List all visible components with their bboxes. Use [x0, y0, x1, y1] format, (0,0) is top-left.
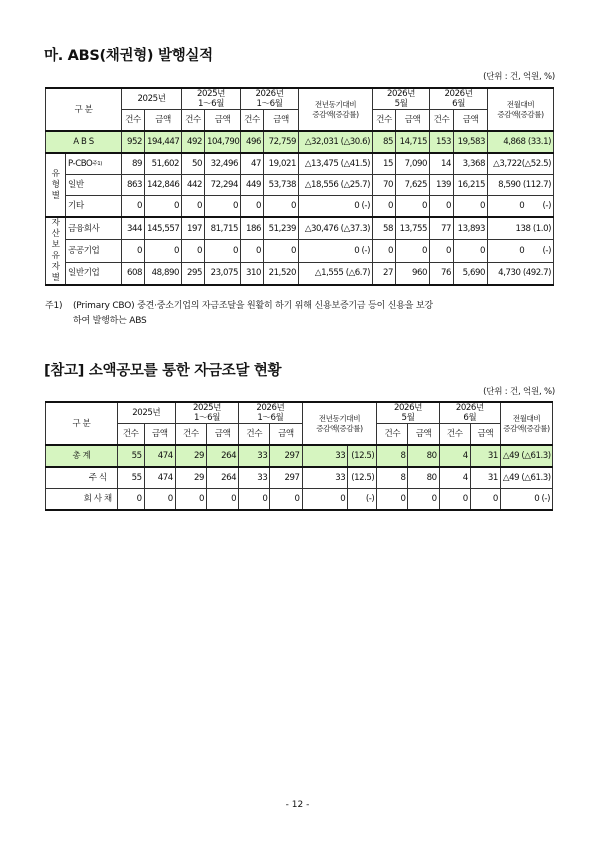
cell: 608	[122, 262, 145, 285]
row-label: 회 사 채	[79, 489, 117, 511]
cell: 31	[470, 467, 500, 489]
yoy-header: 전년동기대비 증감액(증감률)	[302, 402, 377, 445]
cell: 0 (-)	[488, 240, 554, 262]
cell: 0	[270, 489, 302, 511]
abs-table	[45, 87, 554, 286]
cell: 23,075	[205, 262, 241, 285]
period-2026h1-header: 2026년 1～6월	[239, 402, 302, 424]
page-number: - 12 -	[285, 800, 310, 810]
count-header: 건수	[241, 110, 264, 132]
cell: 16,215	[454, 175, 488, 196]
cell: (-)	[348, 489, 377, 511]
cell: △49 (△61.3)	[500, 467, 552, 489]
cell: 0	[408, 489, 439, 511]
cell: 33	[302, 467, 348, 489]
cell: 7,090	[396, 153, 430, 175]
category-header: 구 분	[46, 88, 122, 131]
group-label-type: 유 형 별	[46, 153, 66, 217]
footnote-line-2: 하여 발행하는 ABS	[73, 316, 147, 326]
cell: 76	[430, 262, 454, 285]
cell: 47	[241, 153, 264, 175]
mom-header: 전월대비 증감액(증감률)	[488, 88, 554, 131]
cell: 0	[264, 240, 299, 262]
section2-heading: [참고] 소액공모를 통한 자금조달 현황	[44, 363, 282, 379]
cell: 297	[270, 445, 302, 467]
cell: △49 (△61.3)	[500, 445, 552, 467]
footnote-line-1: 주1) (Primary CBO) 중견·중소기업의 자금조달을 원활히 하기 위해 신용보증기금 등이 신용을 보강	[45, 301, 433, 311]
period-2025-header: 2025년	[122, 88, 182, 110]
cell: 0	[454, 240, 488, 262]
header-row-2	[46, 424, 553, 446]
period-2026-may-header: 2026년 5월	[373, 88, 430, 110]
cell: 0	[264, 196, 299, 218]
section1-unit: (단위 : 건, 억원, %)	[483, 72, 555, 82]
table-row	[46, 240, 554, 262]
cell: 21,520	[264, 262, 299, 285]
cell: 53,738	[264, 175, 299, 196]
row-label: 주 식	[79, 467, 117, 489]
cell: 51,239	[264, 217, 299, 240]
cell: 344	[122, 217, 145, 240]
amount-header: 금액	[206, 424, 238, 446]
cell: △32,031 (△30.6)	[299, 131, 373, 153]
cell: 0	[182, 196, 205, 218]
header-row-1	[46, 402, 553, 424]
cell: 492	[182, 131, 205, 153]
cell: 0	[145, 240, 182, 262]
cell: 0	[206, 489, 238, 511]
cell: 80	[408, 467, 439, 489]
table-row	[46, 445, 553, 467]
cell: 264	[206, 445, 238, 467]
cell: 13,755	[396, 217, 430, 240]
amount-header: 금액	[408, 424, 439, 446]
cell: 31	[470, 445, 500, 467]
cell: 0	[239, 489, 270, 511]
cell: 0	[144, 489, 175, 511]
cell: 4	[439, 445, 470, 467]
cell: 0	[430, 196, 454, 218]
cell: 138 (1.0)	[488, 217, 554, 240]
table-row	[46, 217, 554, 240]
cell: 442	[182, 175, 205, 196]
row-label: 금융회사	[66, 217, 122, 240]
row-label: $P-CBO^{주1)}$	[66, 153, 122, 175]
table-row	[46, 196, 554, 218]
cell: 0 (-)	[299, 196, 373, 218]
cell: 19,583	[454, 131, 488, 153]
spacer-cell	[46, 467, 79, 489]
section2-unit: (단위 : 건, 억원, %)	[483, 387, 555, 397]
header-row-1	[46, 88, 554, 110]
table-row	[46, 131, 554, 153]
count-header: 건수	[175, 424, 206, 446]
cell: 80	[408, 445, 439, 467]
cell: 85	[373, 131, 396, 153]
cell: 70	[373, 175, 396, 196]
period-2026-jun-header: 2026년 6월	[430, 88, 488, 110]
cell: 29	[175, 467, 206, 489]
row-label: 일반기업	[66, 262, 122, 285]
cell: 29	[175, 445, 206, 467]
cell: 14	[430, 153, 454, 175]
cell: 960	[396, 262, 430, 285]
count-header: 건수	[373, 110, 396, 132]
row-label: A B S	[46, 131, 122, 153]
period-2025h1-header: 2025년 1～6월	[175, 402, 238, 424]
cell: 153	[430, 131, 454, 153]
cell: 0	[396, 196, 430, 218]
amount-header: 금액	[470, 424, 500, 446]
table-row	[46, 262, 554, 285]
cell: 295	[182, 262, 205, 285]
cell: △1,555 (△6.7)	[299, 262, 373, 285]
count-header: 건수	[117, 424, 144, 446]
count-header: 건수	[377, 424, 408, 446]
cell: 5,690	[454, 262, 488, 285]
cell: 145,557	[145, 217, 182, 240]
cell: 0	[205, 240, 241, 262]
cell: 0	[241, 240, 264, 262]
amount-header: 금액	[205, 110, 241, 132]
cell: 8	[377, 445, 408, 467]
cell: 0	[373, 240, 396, 262]
count-header: 건수	[239, 424, 270, 446]
cell: 0	[122, 240, 145, 262]
section1-heading: 마. ABS(채권형) 발행실적	[44, 48, 213, 64]
cell: 89	[122, 153, 145, 175]
cell: 0	[470, 489, 500, 511]
small-offering-table	[45, 401, 553, 511]
cell: 55	[117, 445, 144, 467]
cell: 0	[454, 196, 488, 218]
cell: 496	[241, 131, 264, 153]
cell: △13,475 (△41.5)	[299, 153, 373, 175]
cell: 0	[241, 196, 264, 218]
amount-header: 금액	[454, 110, 488, 132]
row-label: 일반	[66, 175, 122, 196]
cell: 13,893	[454, 217, 488, 240]
cell: △30,476 (△37.3)	[299, 217, 373, 240]
cell: 0	[430, 240, 454, 262]
cell: 142,846	[145, 175, 182, 196]
cell: 0	[439, 489, 470, 511]
cell: 55	[117, 467, 144, 489]
row-label: 공공기업	[66, 240, 122, 262]
cell: 3,368	[454, 153, 488, 175]
table-row	[46, 467, 553, 489]
count-header: 건수	[122, 110, 145, 132]
cell: 449	[241, 175, 264, 196]
amount-header: 금액	[144, 424, 175, 446]
cell: 32,496	[205, 153, 241, 175]
cell: 8,590 (112.7)	[488, 175, 554, 196]
cell: 194,447	[145, 131, 182, 153]
cell: 8	[377, 467, 408, 489]
cell: 0	[302, 489, 348, 511]
cell: 4,868 (33.1)	[488, 131, 554, 153]
cell: 58	[373, 217, 396, 240]
cell: 72,294	[205, 175, 241, 196]
cell: △18,556 (△25.7)	[299, 175, 373, 196]
period-2026h1-header: 2026년 1～6월	[241, 88, 299, 110]
cell: 0	[396, 240, 430, 262]
cell: 0	[175, 489, 206, 511]
amount-header: 금액	[264, 110, 299, 132]
cell: 15	[373, 153, 396, 175]
count-header: 건수	[430, 110, 454, 132]
cell: 4	[439, 467, 470, 489]
amount-header: 금액	[145, 110, 182, 132]
cell: 14,715	[396, 131, 430, 153]
cell: (12.5)	[348, 467, 377, 489]
table-row	[46, 489, 553, 511]
cell: 4,730 (492.7)	[488, 262, 554, 285]
row-label: 총 계	[46, 445, 118, 467]
cell: 0	[122, 196, 145, 218]
cell: 863	[122, 175, 145, 196]
cell: 0	[117, 489, 144, 511]
cell: 197	[182, 217, 205, 240]
cell: 0	[377, 489, 408, 511]
group-label-holder: 자 산 보 유 자 별	[46, 217, 66, 285]
category-header: 구 분	[46, 402, 118, 445]
cell: 51,602	[145, 153, 182, 175]
count-header: 건수	[182, 110, 205, 132]
period-2026-jun-header: 2026년 6월	[439, 402, 500, 424]
cell: 0	[205, 196, 241, 218]
row-label: 기타	[66, 196, 122, 218]
period-2025h1-header: 2025년 1～6월	[182, 88, 241, 110]
cell: 0	[145, 196, 182, 218]
footnote	[45, 299, 555, 329]
cell: 50	[182, 153, 205, 175]
cell: 33	[302, 445, 348, 467]
table-row	[46, 153, 554, 175]
cell: 7,625	[396, 175, 430, 196]
amount-header: 금액	[396, 110, 430, 132]
period-2026-may-header: 2026년 5월	[377, 402, 439, 424]
cell: 48,890	[145, 262, 182, 285]
cell: (12.5)	[348, 445, 377, 467]
cell: 77	[430, 217, 454, 240]
cell: 27	[373, 262, 396, 285]
spacer-cell	[46, 489, 79, 511]
cell: 19,021	[264, 153, 299, 175]
cell: △3,722(△52.5)	[488, 153, 554, 175]
cell: 310	[241, 262, 264, 285]
cell: 33	[239, 445, 270, 467]
period-2025-header: 2025년	[117, 402, 175, 424]
cell: 0	[373, 196, 396, 218]
cell: 104,790	[205, 131, 241, 153]
count-header: 건수	[439, 424, 470, 446]
cell: 33	[239, 467, 270, 489]
yoy-header: 전년동기대비 증감액(증감률)	[299, 88, 373, 131]
cell: 139	[430, 175, 454, 196]
cell: 0	[182, 240, 205, 262]
cell: 186	[241, 217, 264, 240]
cell: 474	[144, 445, 175, 467]
cell: 952	[122, 131, 145, 153]
cell: 0 (-)	[500, 489, 552, 511]
mom-header: 전월대비 증감액(증감률)	[500, 402, 552, 445]
cell: 72,759	[264, 131, 299, 153]
cell: 81,715	[205, 217, 241, 240]
cell: 0 (-)	[488, 196, 554, 218]
amount-header: 금액	[270, 424, 302, 446]
cell: 297	[270, 467, 302, 489]
cell: 0 (-)	[299, 240, 373, 262]
cell: 264	[206, 467, 238, 489]
cell: 474	[144, 467, 175, 489]
table-row	[46, 175, 554, 196]
